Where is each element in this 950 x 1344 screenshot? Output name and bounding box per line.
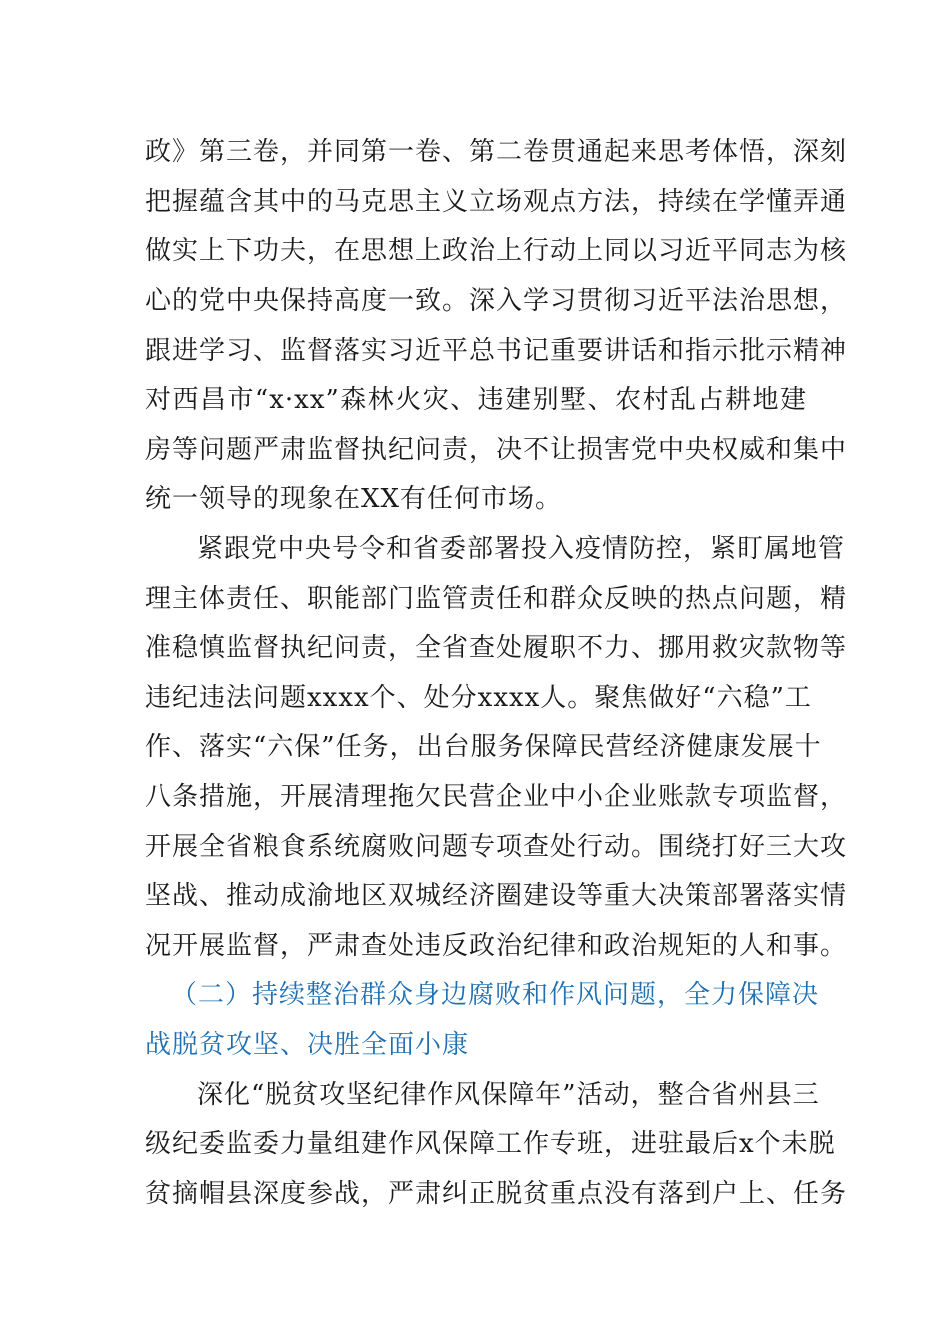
text-line: 统一领导的现象在XX有任何市场。 [145,484,563,514]
text-line: 坚战、推动成渝地区双城经济圈建设等重大决策部署落实情 [145,881,848,911]
text-line: 对西昌市“x·xx”森林火灾、违建别墅、农村乱占耕地建 [145,385,807,415]
text-line: 况开展监督，严肃查处违反政治纪律和政治规矩的人和事。 [145,931,848,961]
text-line: 准稳慎监督执纪问责，全省查处履职不力、挪用救灾款物等 [145,633,848,663]
text-line: 开展全省粮食系统腐败问题专项查处行动。围绕打好三大攻 [145,832,848,862]
text-line: 作、落实“六保”任务，出台服务保障民营经济健康发展十 [145,732,822,762]
text-line: 政》第三卷，并同第一卷、第二卷贯通起来思考体悟，深刻 [145,137,848,167]
text-line: 把握蕴含其中的马克思主义立场观点方法，持续在学懂弄通 [145,187,848,217]
text-line: 深化“脱贫攻坚纪律作风保障年”活动，整合省州县三 [197,1080,820,1110]
section-heading: 战脱贫攻坚、决胜全面小康 [145,1030,470,1060]
text-line: 跟进学习、监督落实习近平总书记重要讲话和指示批示精神 [145,336,848,366]
text-line: 做实上下功夫，在思想上政治上行动上同以习近平同志为核 [145,236,848,266]
section-heading: （二）持续整治群众身边腐败和作风问题，全力保障决 [171,980,820,1010]
text-line: 级纪委监委力量组建作风保障工作专班，进驻最后x个未脱 [145,1129,836,1159]
text-line: 贫摘帽县深度参战，严肃纠正脱贫重点没有落到户上、任务 [145,1179,848,1209]
text-line: 房等问题严肃监督执纪问责，决不让损害党中央权威和集中 [145,435,848,465]
text-line: 心的党中央保持高度一致。深入学习贯彻习近平法治思想， [145,286,848,316]
text-line: 理主体责任、职能部门监管责任和群众反映的热点问题，精 [145,584,848,614]
text-line: 紧跟党中央号令和省委部署投入疫情防控，紧盯属地管 [197,534,846,564]
text-line: 违纪违法问题xxxx个、处分xxxx人。聚焦做好“六稳”工 [145,683,812,713]
text-line: 八条措施，开展清理拖欠民营企业中小企业账款专项监督， [145,782,848,812]
